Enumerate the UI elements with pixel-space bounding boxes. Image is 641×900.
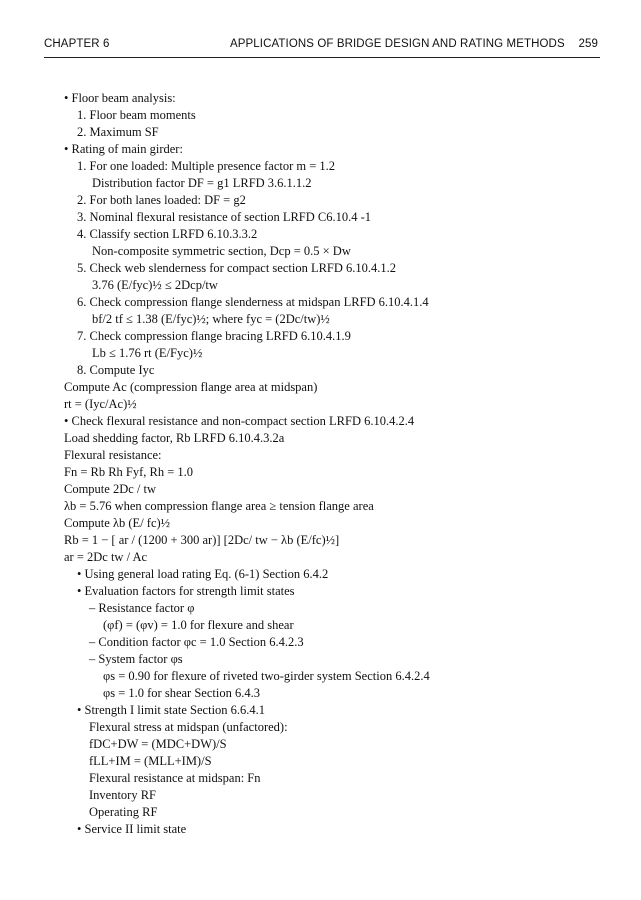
list-item: 1. For one loaded: Multiple presence factor m = 1.2 bbox=[77, 159, 336, 173]
equation-line: Flexural resistance at midspan: Fn bbox=[89, 771, 261, 785]
list-item: 7. Check compression flange bracing LRFD 6.10.4.1.9 bbox=[77, 329, 351, 343]
header-rule bbox=[44, 57, 600, 58]
list-item: 1. Floor beam moments bbox=[77, 108, 196, 122]
equation-line: Fn = Rb Rh Fyf, Rh = 1.0 bbox=[64, 465, 194, 479]
equation-line: Compute Ac (compression flange area at midspan) bbox=[64, 380, 318, 394]
equation-line: fDC+DW = (MDC+DW)/S bbox=[89, 737, 227, 751]
dash-item: – Condition factor φc = 1.0 Section 6.4.2.3 bbox=[89, 635, 304, 649]
bullet-evaluation-factors: • Evaluation factors for strength limit states bbox=[77, 584, 295, 598]
dash-item: – System factor φs bbox=[89, 652, 183, 666]
bullet-rating-main-girder: • Rating of main girder: bbox=[64, 142, 183, 156]
bullet-service-limit: • Service II limit state bbox=[77, 822, 187, 836]
equation-line: Compute λb (E/ fc)½ bbox=[64, 516, 171, 530]
equation-line: φs = 0.90 for flexure of riveted two-girder system Section 6.4.2.4 bbox=[103, 669, 430, 683]
bullet-strength-limit: • Strength I limit state Section 6.6.4.1 bbox=[77, 703, 266, 717]
equation-line: Non-composite symmetric section, Dcp = 0.5 × Dw bbox=[92, 244, 351, 258]
list-item: 5. Check web slenderness for compact section LRFD 6.10.4.1.2 bbox=[77, 261, 397, 275]
text-line: Flexural stress at midspan (unfactored): bbox=[89, 720, 288, 734]
bullet-floor-beam-analysis: • Floor beam analysis: bbox=[64, 91, 176, 105]
equation-line: ar = 2Dc tw / Ac bbox=[64, 550, 148, 564]
list-item: 2. Maximum SF bbox=[77, 125, 159, 139]
running-header bbox=[44, 38, 600, 59]
bullet-check-flexural: • Check flexural resistance and non-compact section LRFD 6.10.4.2.4 bbox=[64, 414, 415, 428]
equation-line: rt = (Iyc/Ac)½ bbox=[64, 397, 137, 411]
equation-line: φs = 1.0 for shear Section 6.4.3 bbox=[103, 686, 260, 700]
page-number: 259 bbox=[578, 37, 598, 51]
list-item: 6. Check compression flange slenderness at midspan LRFD 6.10.4.1.4 bbox=[77, 295, 429, 309]
text-line: Operating RF bbox=[89, 805, 158, 819]
list-item: 2. For both lanes loaded: DF = g2 bbox=[77, 193, 246, 207]
equation-line: Rb = 1 − [ ar / (1200 + 300 ar)] [2Dc/ tw − λb (E/fc)½] bbox=[64, 533, 340, 547]
list-item: 3. Nominal flexural resistance of section LRFD C6.10.4 -1 bbox=[77, 210, 372, 224]
text-line: Flexural resistance: bbox=[64, 448, 162, 462]
text-line: Inventory RF bbox=[89, 788, 157, 802]
equation-line: Load shedding factor, Rb LRFD 6.10.4.3.2a bbox=[64, 431, 285, 445]
list-item: 8. Compute Iyc bbox=[77, 363, 155, 377]
bullet-general-load-rating: • Using general load rating Eq. (6-1) Section 6.4.2 bbox=[77, 567, 329, 581]
chapter-title: APPLICATIONS OF BRIDGE DESIGN AND RATING METHODS bbox=[230, 37, 565, 51]
equation-line: bf/2 tf ≤ 1.38 (E/fyc)½; where fyc = (2Dc/tw)½ bbox=[92, 312, 330, 326]
equation-line: fLL+IM = (MLL+IM)/S bbox=[89, 754, 212, 768]
equation-line: (φf) = (φv) = 1.0 for flexure and shear bbox=[103, 618, 294, 632]
equation-line: λb = 5.76 when compression flange area ≥ tension flange area bbox=[64, 499, 374, 513]
equation-line: 3.76 (E/fyc)½ ≤ 2Dcp/tw bbox=[92, 278, 218, 292]
list-item: 4. Classify section LRFD 6.10.3.3.2 bbox=[77, 227, 258, 241]
list-item-detail: Distribution factor DF = g1 LRFD 3.6.1.1.2 bbox=[92, 176, 312, 190]
chapter-label: CHAPTER 6 bbox=[44, 37, 110, 51]
dash-item: – Resistance factor φ bbox=[89, 601, 195, 615]
equation-line: Lb ≤ 1.76 rt (E/Fyc)½ bbox=[92, 346, 203, 360]
equation-line: Compute 2Dc / tw bbox=[64, 482, 157, 496]
